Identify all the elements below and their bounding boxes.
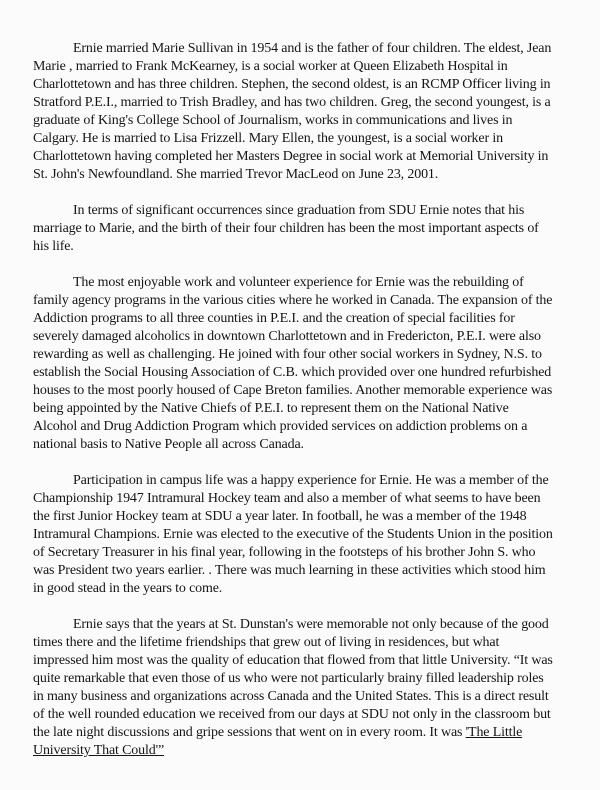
paragraph-st-dunstans-memories <box>33 616 555 760</box>
paragraph-text: Participation in campus life was a happy experience for Ernie. He was a member of the Championship 1947 Intramural Hockey team and also a member of what seems to have been the first Junior Hockey team at SDU a year later. In football, he was a member of the 1948 Intramural Champions. Ernie was elected to the executive of the Students Union in the position of Secretary Treasurer in his final year, following in the footsteps of his brother John S. who was President two years earlier. . There was much learning in these activities which stood him in good stead in the years to come. <box>33 473 553 596</box>
document-body <box>33 40 555 778</box>
paragraph-text: Ernie married Marie Sullivan in 1954 and is the father of four children. The eldest, Jean Marie , married to Frank McKearney, is a social worker at Queen Elizabeth Hospital in Charlottetown and has three children. Stephen, the second oldest, is an RCMP Officer living in Stratford P.E.I., married to Trish Bradley, and has two children. Greg, the second youngest, is a graduate of King's College School of Journalism, works in communications and lives in Calgary. He is married to Lisa Frizzell. Mary Ellen, the youngest, is a social worker in Charlottetown having completed her Masters Degree in social work at Memorial University in St. John's Newfoundland. She married Trevor MacLeod on June 23, 2001. <box>33 41 552 182</box>
paragraph-text: The most enjoyable work and volunteer experience for Ernie was the rebuilding of family agency programs in the various cities where he worked in Canada. The expansion of the Addiction programs to all three counties in P.E.I. and the creation of special facilities for severely damaged alcoholics in downtown Charlottetown and in Fredericton, P.E.I. were also rewarding as well as challenging. He joined with four other social workers in Sydney, N.S. to establish the Social Housing Association of C.B. which provided over one hundred refurbished houses to the most poorly housed of Cape Breton families. Another memorable experience was being appointed by the Native Chiefs of P.E.I. to represent them on the National Native Alcohol and Drug Addiction Program which provided services on addiction problems on a national basis to Native People all across Canada. <box>33 275 553 452</box>
underlined-quote: 'The Little University That Could'” <box>33 725 523 758</box>
paragraph-significant-occurrences <box>33 202 555 256</box>
paragraph-campus-life <box>33 472 555 598</box>
paragraph-text: In terms of significant occurrences since graduation from SDU Ernie notes that his marriage to Marie, and the birth of their four children has been the most important aspects of his life. <box>33 203 539 254</box>
paragraph-text: Ernie says that the years at St. Dunstan's were memorable not only because of the good times there and the lifetime friendships that grew out of living in residences, but what impressed him most was the quality of education that flowed from that little University. “It was quite remarkable that even those of us who were not particularly brainy filled leadership roles in many business and organizations across Canada and the United States. This is a direct result of the well rounded education we received from our days at SDU not only in the classroom but the late night discussions and gripe sessions that went on in every room. It was <box>33 617 553 740</box>
paragraph-marriage-and-children <box>33 40 555 184</box>
paragraph-work-and-volunteer <box>33 274 555 454</box>
